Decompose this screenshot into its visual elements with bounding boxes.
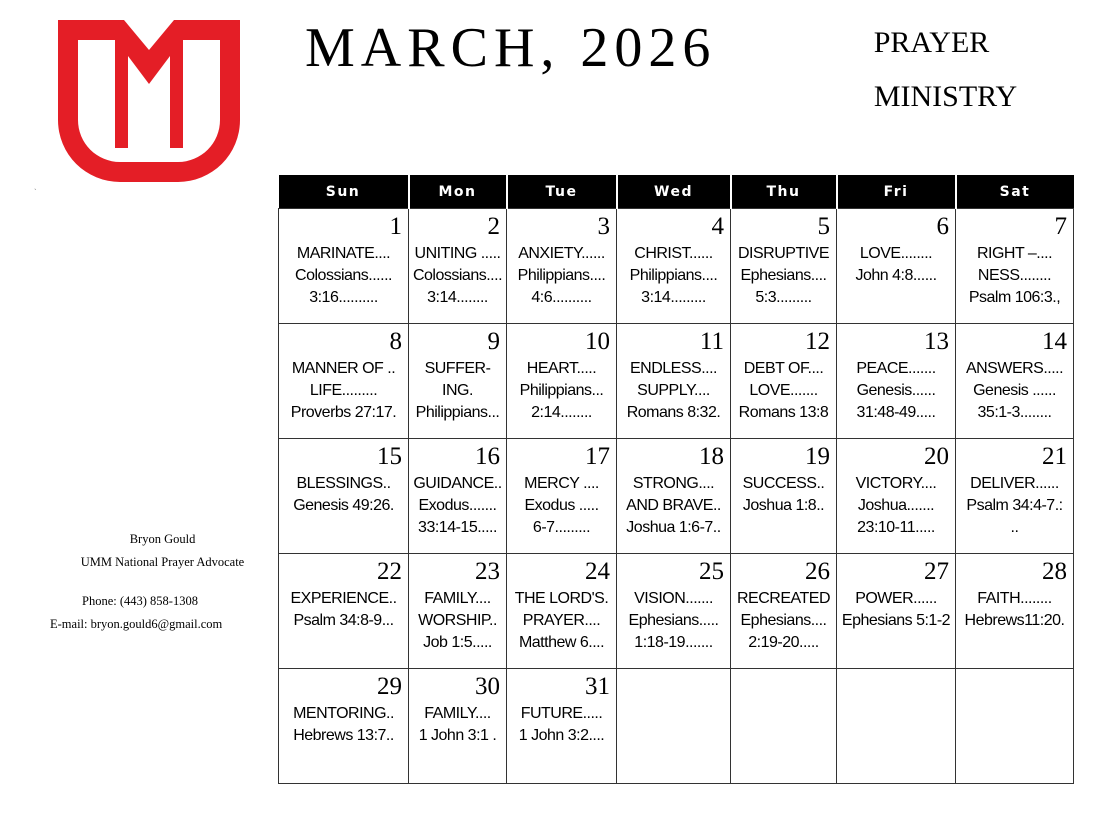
prayer-topic xyxy=(617,473,730,539)
prayer-topic-line: Ephesians..... xyxy=(628,612,719,629)
weekday-header: Sat xyxy=(956,175,1074,209)
day-number: 8 xyxy=(389,328,402,355)
prayer-topic-line: Psalm 34:8-9... xyxy=(293,612,394,629)
day-number: 30 xyxy=(475,673,500,700)
calendar-day-cell xyxy=(507,439,617,554)
day-number: 11 xyxy=(699,328,724,355)
prayer-topic-line: ANXIETY...... xyxy=(518,245,605,262)
calendar-day-cell xyxy=(731,439,837,554)
prayer-topic-line: STRONG.... xyxy=(632,475,715,492)
prayer-topic-line: 3:16.......... xyxy=(309,289,378,306)
calendar-week-row xyxy=(279,669,1074,784)
prayer-topic-line: Colossians...... xyxy=(295,267,392,284)
prayer-topic-line: John 4:8...... xyxy=(855,267,937,284)
prayer-topic-line: ING. xyxy=(442,382,473,399)
weekday-header: Fri xyxy=(837,175,956,209)
prayer-topic-line: Exodus ..... xyxy=(524,497,599,514)
day-number: 17 xyxy=(585,443,610,470)
calendar-week-row xyxy=(279,324,1074,439)
calendar-day-cell xyxy=(279,439,409,554)
weekday-header: Mon xyxy=(409,175,507,209)
prayer-topic xyxy=(279,703,408,747)
day-number: 10 xyxy=(585,328,610,355)
prayer-topic-line: ANSWERS..... xyxy=(965,360,1064,377)
prayer-topic xyxy=(837,358,955,424)
prayer-topic xyxy=(409,703,506,747)
prayer-topic-line: MANNER OF .. xyxy=(291,360,396,377)
prayer-topic-line: SUCCESS.. xyxy=(742,475,825,492)
calendar-day-cell xyxy=(409,669,507,784)
prayer-topic xyxy=(731,358,836,424)
day-number: 31 xyxy=(585,673,610,700)
day-number: 4 xyxy=(711,213,724,240)
day-number: 7 xyxy=(1054,213,1067,240)
day-number: 26 xyxy=(805,558,830,585)
prayer-topic-line: 1 John 3:1 . xyxy=(418,727,497,744)
day-number: 12 xyxy=(805,328,830,355)
calendar-day-cell xyxy=(956,669,1074,784)
contact-name: Bryon Gould xyxy=(129,532,196,546)
prayer-topic-line: POWER...... xyxy=(855,590,937,607)
prayer-topic-line: Philippians.... xyxy=(517,267,606,284)
prayer-topic-line: Hebrews11:20. xyxy=(964,612,1065,629)
prayer-topic xyxy=(731,243,836,309)
weekday-header-row xyxy=(279,175,1074,209)
calendar-day-cell xyxy=(507,554,617,669)
calendar-day-cell xyxy=(837,209,956,324)
day-number xyxy=(837,669,955,703)
calendar-day-cell xyxy=(617,669,731,784)
day-number: 21 xyxy=(1042,443,1067,470)
calendar-day-cell xyxy=(279,669,409,784)
prayer-topic xyxy=(837,473,955,539)
prayer-topic-line: Ephesians 5:1-2 xyxy=(841,612,951,629)
day-number: 14 xyxy=(1042,328,1067,355)
calendar-day-cell xyxy=(956,439,1074,554)
calendar-day-cell xyxy=(409,324,507,439)
weekday-header: Thu xyxy=(731,175,837,209)
day-number: 13 xyxy=(924,328,949,355)
calendar-day-cell xyxy=(731,554,837,669)
prayer-topic-line: 4:6.......... xyxy=(531,289,592,306)
prayer-topic xyxy=(731,588,836,654)
calendar-day-cell xyxy=(731,669,837,784)
prayer-topic-line: Matthew 6.... xyxy=(518,634,605,651)
prayer-topic xyxy=(507,243,616,309)
calendar-day-cell xyxy=(617,554,731,669)
prayer-topic-line: RIGHT –.... xyxy=(976,245,1053,262)
calendar-day-cell xyxy=(507,669,617,784)
contact-phone: Phone: (443) 858-1308 xyxy=(82,594,198,608)
weekday-header: Sun xyxy=(279,175,409,209)
prayer-topic xyxy=(279,473,408,517)
calendar-day-cell xyxy=(409,209,507,324)
day-number: 5 xyxy=(817,213,830,240)
prayer-topic-line: Philippians... xyxy=(519,382,604,399)
prayer-topic xyxy=(507,473,616,539)
calendar-day-cell xyxy=(617,324,731,439)
prayer-topic-line: FUTURE..... xyxy=(520,705,603,722)
day-number xyxy=(617,669,730,703)
prayer-topic xyxy=(279,243,408,309)
day-number: 24 xyxy=(585,558,610,585)
calendar-week-row xyxy=(279,209,1074,324)
prayer-topic-line: Job 1:5..... xyxy=(423,634,492,651)
prayer-topic-line: 3:14......... xyxy=(641,289,706,306)
prayer-topic-line: LOVE........ xyxy=(859,245,933,262)
prayer-topic-line: VICTORY.... xyxy=(855,475,937,492)
prayer-topic-line: WORSHIP.. xyxy=(418,612,497,629)
day-number: 18 xyxy=(699,443,724,470)
calendar-week-row xyxy=(279,439,1074,554)
day-number: 28 xyxy=(1042,558,1067,585)
calendar-day-cell xyxy=(837,554,956,669)
stray-mark: ` xyxy=(34,188,37,197)
prayer-topic-line: FAITH........ xyxy=(977,590,1052,607)
calendar-day-cell xyxy=(956,209,1074,324)
calendar-title: MARCH, 2026 xyxy=(305,17,717,79)
prayer-topic xyxy=(409,358,506,424)
prayer-topic-line: Ephesians.... xyxy=(740,612,827,629)
ministry-line-1: PRAYER xyxy=(873,26,990,59)
calendar-day-cell xyxy=(409,554,507,669)
calendar-grid xyxy=(278,175,1074,784)
prayer-topic xyxy=(731,473,836,517)
day-number: 25 xyxy=(699,558,724,585)
day-number: 20 xyxy=(924,443,949,470)
prayer-topic-line: Psalm 106:3., xyxy=(968,289,1061,306)
calendar-day-cell xyxy=(279,554,409,669)
calendar-day-cell xyxy=(617,209,731,324)
ministry-line-2: MINISTRY xyxy=(873,80,1018,113)
prayer-topic-line: DISRUPTIVE xyxy=(737,245,829,262)
day-number: 29 xyxy=(377,673,402,700)
day-number: 1 xyxy=(389,213,402,240)
prayer-topic-line: 3:14........ xyxy=(427,289,488,306)
contact-block xyxy=(40,528,285,636)
prayer-topic-line: Ephesians.... xyxy=(740,267,827,284)
calendar-day-cell xyxy=(617,439,731,554)
prayer-topic-line: UNITING ..... xyxy=(414,245,501,262)
prayer-topic-line: Genesis 49:26. xyxy=(293,497,394,514)
prayer-topic-line: LIFE......... xyxy=(309,382,378,399)
prayer-topic-line: 2:19-20..... xyxy=(748,634,819,651)
prayer-topic-line: Joshua 1:8.. xyxy=(742,497,825,514)
day-number: 9 xyxy=(487,328,500,355)
contact-role: UMM National Prayer Advocate xyxy=(80,555,245,569)
prayer-topic-line: Colossians.... xyxy=(412,267,503,284)
weekday-header: Tue xyxy=(507,175,617,209)
prayer-topic-line: Joshua 1:6-7.. xyxy=(626,519,721,536)
calendar-day-cell xyxy=(837,324,956,439)
calendar-day-cell xyxy=(837,669,956,784)
prayer-topic xyxy=(837,243,955,287)
prayer-topic-line: SUPPLY.... xyxy=(637,382,710,399)
prayer-topic xyxy=(409,473,506,539)
prayer-topic-line: RECREATED xyxy=(737,590,830,607)
day-number: 3 xyxy=(597,213,610,240)
prayer-topic-line: FAMILY.... xyxy=(424,590,491,607)
prayer-topic-line: CHRIST...... xyxy=(634,245,713,262)
prayer-topic-line: EXPERIENCE.. xyxy=(290,590,397,607)
prayer-topic-line: FAMILY.... xyxy=(424,705,491,722)
prayer-topic xyxy=(956,243,1073,309)
day-number: 23 xyxy=(475,558,500,585)
calendar-day-cell xyxy=(731,324,837,439)
prayer-topic-line: Philippians... xyxy=(415,404,500,421)
calendar-day-cell xyxy=(956,324,1074,439)
calendar-day-cell xyxy=(409,439,507,554)
prayer-topic xyxy=(956,473,1073,539)
prayer-topic-line: .. xyxy=(1010,519,1019,536)
day-number: 22 xyxy=(377,558,402,585)
prayer-topic-line: MERCY .... xyxy=(524,475,599,492)
prayer-topic xyxy=(617,588,730,654)
contact-email: E-mail: bryon.gould6@gmail.com xyxy=(50,617,223,631)
umm-logo xyxy=(58,20,240,182)
prayer-topic-line: GUIDANCE.. xyxy=(413,475,502,492)
prayer-topic-line: 1:18-19....... xyxy=(634,634,713,651)
prayer-topic xyxy=(507,588,616,654)
prayer-topic xyxy=(409,588,506,654)
prayer-topic xyxy=(617,243,730,309)
prayer-topic-line: 23:10-11..... xyxy=(857,519,935,536)
prayer-topic-line: 33:14-15..... xyxy=(418,519,497,536)
calendar-day-cell xyxy=(507,209,617,324)
prayer-topic-line: Romans 13:8 xyxy=(738,404,829,421)
prayer-topic-line: VISION....... xyxy=(634,590,713,607)
prayer-topic-line: Genesis...... xyxy=(856,382,936,399)
day-number: 6 xyxy=(936,213,949,240)
calendar-week-row xyxy=(279,554,1074,669)
prayer-topic-line: DELIVER...... xyxy=(970,475,1059,492)
prayer-topic xyxy=(837,588,955,632)
prayer-topic xyxy=(507,703,616,747)
day-number: 2 xyxy=(487,213,500,240)
prayer-topic-line: Genesis ...... xyxy=(973,382,1056,399)
prayer-topic-line: 1 John 3:2.... xyxy=(518,727,605,744)
day-number xyxy=(731,669,836,703)
prayer-topic-line: HEART..... xyxy=(526,360,597,377)
prayer-topic-line: SUFFER- xyxy=(424,360,491,377)
day-number xyxy=(956,669,1073,703)
prayer-topic xyxy=(507,358,616,424)
prayer-topic xyxy=(956,588,1073,632)
prayer-topic-line: AND BRAVE.. xyxy=(626,497,721,514)
prayer-topic xyxy=(956,358,1073,424)
prayer-topic xyxy=(409,243,506,309)
prayer-topic xyxy=(617,358,730,424)
calendar-day-cell xyxy=(279,324,409,439)
prayer-topic-line: NESS........ xyxy=(977,267,1052,284)
prayer-topic-line: BLESSINGS.. xyxy=(296,475,391,492)
prayer-topic xyxy=(279,358,408,424)
prayer-topic-line: Philippians.... xyxy=(629,267,718,284)
prayer-topic-line: 31:48-49..... xyxy=(856,404,936,421)
calendar-day-cell xyxy=(956,554,1074,669)
prayer-topic-line: Psalm 34:4-7.: xyxy=(966,497,1063,514)
day-number: 19 xyxy=(805,443,830,470)
prayer-topic-line: Hebrews 13:7.. xyxy=(293,727,394,744)
prayer-topic-line: THE LORD'S. xyxy=(514,590,609,607)
weekday-header: Wed xyxy=(617,175,731,209)
calendar-day-cell xyxy=(731,209,837,324)
day-number: 27 xyxy=(924,558,949,585)
calendar-day-cell xyxy=(279,209,409,324)
prayer-topic-line: DEBT OF.... xyxy=(743,360,824,377)
prayer-topic-line: PRAYER.... xyxy=(522,612,601,629)
prayer-topic-line: 35:1-3........ xyxy=(977,404,1052,421)
day-number: 15 xyxy=(377,443,402,470)
prayer-topic-line: 2:14........ xyxy=(531,404,592,421)
day-number: 16 xyxy=(475,443,500,470)
prayer-topic-line: MARINATE.... xyxy=(296,245,391,262)
prayer-topic-line: 6-7......... xyxy=(532,519,591,536)
calendar-day-cell xyxy=(507,324,617,439)
prayer-topic xyxy=(279,588,408,632)
prayer-topic-line: MENTORING.. xyxy=(293,705,394,722)
prayer-topic-line: Proverbs 27:17. xyxy=(290,404,397,421)
prayer-topic-line: PEACE....... xyxy=(856,360,936,377)
prayer-topic-line: Romans 8:32. xyxy=(626,404,721,421)
calendar-day-cell xyxy=(837,439,956,554)
prayer-topic-line: Exodus....... xyxy=(418,497,497,514)
ministry-heading xyxy=(858,22,1033,130)
prayer-topic-line: 5:3......... xyxy=(755,289,812,306)
prayer-topic-line: Joshua....... xyxy=(857,497,935,514)
prayer-topic-line: LOVE....... xyxy=(749,382,818,399)
prayer-topic-line: ENDLESS.... xyxy=(630,360,717,377)
